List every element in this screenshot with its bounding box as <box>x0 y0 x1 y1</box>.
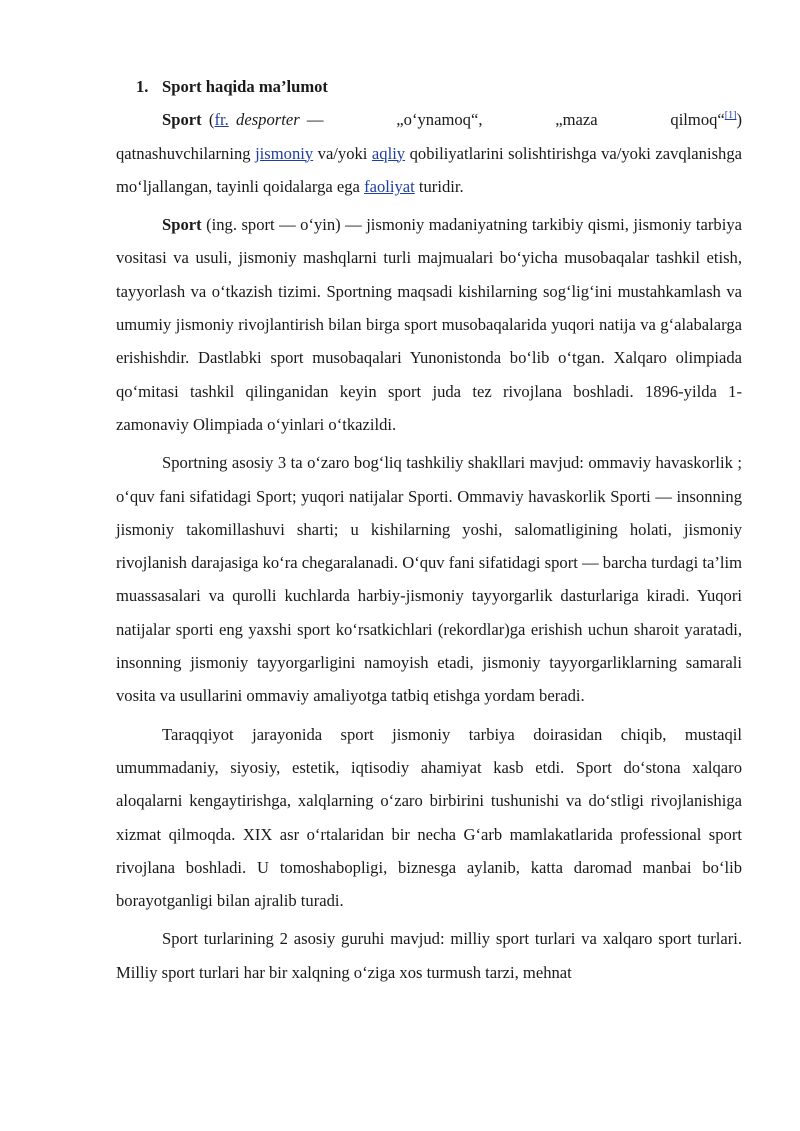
text-fragment: ) qatnashuvchilarning <box>116 110 742 163</box>
origin-word: desporter <box>228 110 300 130</box>
paragraph-sport-definition <box>116 103 742 203</box>
text-fragment: — „o‘ynamoq“, „maza qilmoq“ <box>299 110 725 130</box>
text-fragment: qobiliyatlarini solishtirishga va/yoki zavqlanishga mo‘ljallangan, tayinli qoidalarga ega <box>116 143 742 196</box>
paragraph-forms-of-sport: Sportning asosiy 3 ta o‘zaro bog‘liq tashkiliy shakllari mavjud: ommaviy havaskorlik ; o‘quv fani sifatidagi Sport; yuqori natijalar Sporti. Ommaviy havaskorlik Sporti — insonning jismoniy takomillashuvi sharti; u kishilarning yoshi, salomatligining holati, jismoniy rivojlanish darajasiga ko‘ra chegaralanadi. O‘quv fani sifatidagi sport — barcha turdagi ta’lim muassasalari va qurolli kuchlarda harbiy-jismoniy tayyorgarlik dasturlariga kiradi. Yuqori natijalar sporti eng yaxshi sport ko‘rsatkichlari (rekordlar)ga erishish uchun sharoit yaratadi, insonning jismoniy tayyorgarligini namoyish etadi, jismoniy tayyorgarliklarning samarali vosita va usullarini ommaviy amaliyotga tatbiq etishga yordam beradi. <box>116 453 742 706</box>
footnote-link[interactable]: [1] <box>724 110 737 122</box>
term-sport: Sport <box>162 215 202 235</box>
link-aqliy[interactable]: aqliy <box>371 143 406 163</box>
term-sport: Sport <box>162 110 202 130</box>
text-fragment: ( <box>201 110 215 130</box>
link-faoliyat[interactable]: faoliyat <box>364 176 415 196</box>
paragraph-sport-groups: Sport turlarining 2 asosiy guruhi mavjud: milliy sport turlari va xalqaro sport turlari. Milliy sport turlari har bir xalqning o‘ziga xos turmush tarzi, mehnat <box>116 929 742 982</box>
section-number: 1. <box>136 77 149 96</box>
section-heading <box>116 70 742 103</box>
link-jismoniy[interactable]: jismoniy <box>255 143 314 163</box>
paragraph-sport-english <box>116 208 742 441</box>
paragraph-development: Taraqqiyot jarayonida sport jismoniy tarbiya doirasidan chiqib, mustaqil umummadaniy, siyosiy, estetik, iqtisodiy ahamiyat kasb etdi. Sport do‘stona xalqaro aloqalarni kengaytirishga, xalqlarning o‘zaro birbirini tushunishi va do‘stligi rivojlanishiga xizmat qilmoqda. XIX asr o‘rtalaridan bir necha G‘arb mamlakatlarida professional sport rivojlana boshladi. U tomoshabopligi, biznesga aylanib, katta daromad manbai bo‘lib borayotganligi bilan ajralib turadi. <box>116 724 742 911</box>
text-fragment: turidir. <box>414 176 464 196</box>
section-title: Sport haqida ma’lumot <box>162 77 328 96</box>
text-fragment: va/yoki <box>313 143 372 163</box>
text-fragment: (ing. sport — o‘yin) — jismoniy madaniyatning tarkibiy qismi, jismoniy tarbiya vositasi va usuli, jismoniy mashqlarni turli majmualari bo‘yicha musobaqalar tashkil etish, tayyorlash va o‘tkazish tizimi. Sportning maqsadi kishilarning sog‘lig‘ini mustahkamlash va umumiy jismoniy rivojlantirish bilan birga sport musobaqalarida yuqori natija va g‘alabalarga erishishdir. Dastlabki sport musobaqalari Yunonistonda bo‘lib o‘tgan. Xalqaro olimpiada qo‘mitasi tashkil qilinganidan keyin sport juda tez rivojlana boshladi. 1896-yilda 1-zamonaviy Olimpiada o‘yinlari o‘tkazildi. <box>116 215 742 434</box>
link-fr[interactable]: fr. <box>214 110 229 130</box>
